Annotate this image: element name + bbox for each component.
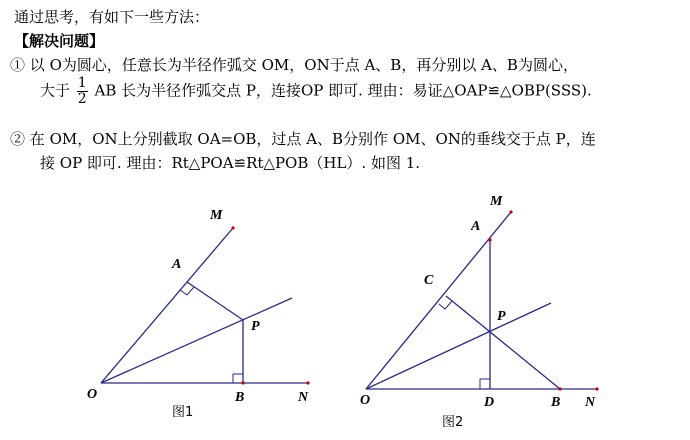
fig1-right-angle-b bbox=[233, 374, 243, 383]
fig2-ray-om bbox=[366, 212, 511, 389]
fig2-caption: 图2 bbox=[442, 415, 464, 430]
method2-marker: ② bbox=[10, 130, 26, 148]
fig1-label-a: A bbox=[172, 257, 182, 272]
fig1-label-m: M bbox=[210, 208, 223, 223]
fig2-point-n bbox=[595, 387, 598, 390]
figure-2 bbox=[366, 210, 599, 390]
fig2-label-p: P bbox=[497, 309, 506, 324]
fig2-right-angle-d bbox=[480, 379, 490, 389]
fig2-label-n: N bbox=[585, 395, 596, 410]
fig1-point-b bbox=[241, 381, 244, 384]
fig2-line-op bbox=[366, 303, 551, 389]
fig2-label-o: O bbox=[360, 393, 371, 408]
method1-text1: 以 O为圆心，任意长为半径作弧交 OM，ON于点 A、B，再分别以 A、B为圆心， bbox=[29, 56, 578, 74]
method1-marker: ① bbox=[10, 56, 26, 74]
figure-1 bbox=[101, 226, 310, 384]
fraction-numerator: 1 bbox=[77, 75, 87, 91]
fig2-label-a: A bbox=[471, 219, 481, 234]
fig2-label-m: M bbox=[490, 194, 503, 209]
fig1-point-n bbox=[306, 381, 309, 384]
method2-line2: 接 OP 即可. 理由：Rt△POA≌Rt△POB（HL）. 如图 1. bbox=[40, 154, 421, 172]
fraction-denominator: 2 bbox=[77, 91, 87, 107]
fig2-right-angle-c bbox=[439, 301, 452, 309]
fig1-caption: 图1 bbox=[172, 405, 194, 420]
fig2-point-a bbox=[488, 238, 491, 241]
fig1-bisector-op bbox=[101, 298, 292, 383]
fig1-label-p: P bbox=[251, 319, 260, 334]
fig2-label-c: C bbox=[424, 273, 434, 288]
intro-text: 通过思考，有如下一些方法： bbox=[14, 8, 210, 26]
fig1-label-o: O bbox=[87, 387, 98, 402]
method1-prefix: 大于 bbox=[40, 81, 71, 100]
method2-text1: 在 OM，ON上分别截取 OA=OB，过点 A、B分别作 OM、ON的垂线交于点 P，连 bbox=[29, 130, 596, 148]
fig1-label-b: B bbox=[235, 390, 245, 405]
fig1-segment-ap bbox=[187, 282, 243, 320]
fig1-label-n: N bbox=[298, 390, 309, 405]
fig2-label-d: D bbox=[484, 395, 495, 410]
fig1-point-m bbox=[231, 226, 234, 229]
section-title: 【解决问题】 bbox=[14, 32, 105, 50]
method1-suffix: AB 长为半径作弧交点 P，连接OP 即可. 理由：易证△OAP≌△OBP(SSS). bbox=[94, 81, 592, 100]
fig1-ray-om bbox=[101, 228, 233, 383]
fig2-label-b: B bbox=[551, 395, 561, 410]
fig2-point-b bbox=[558, 387, 561, 390]
fig2-point-m bbox=[509, 210, 512, 213]
